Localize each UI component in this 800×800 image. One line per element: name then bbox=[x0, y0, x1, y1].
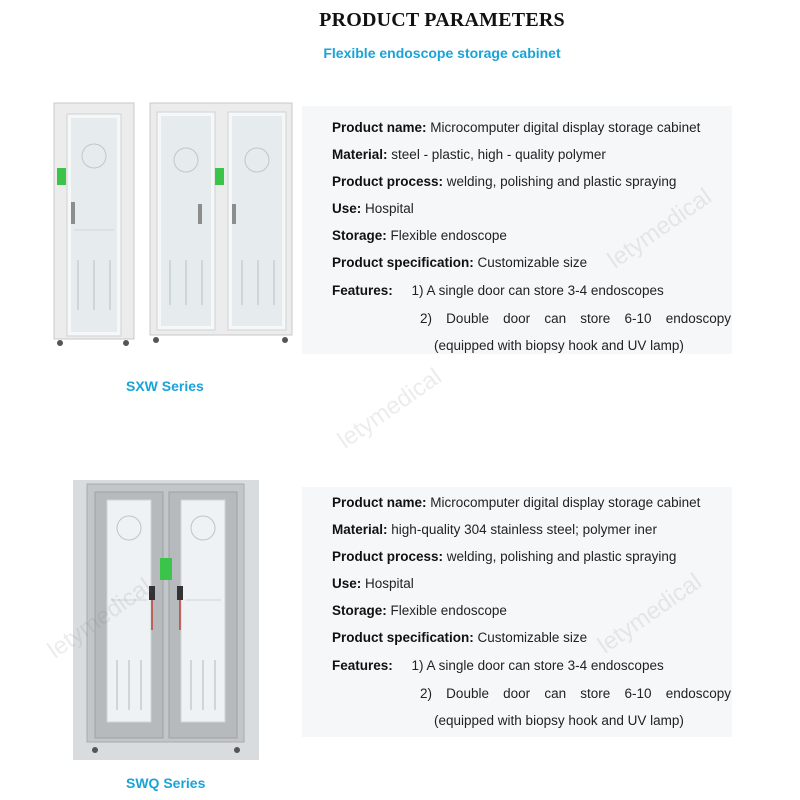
sxw-process: Product process: welding, polishing and plastic spraying bbox=[332, 174, 677, 189]
swq-features: Features: 1) A single door can store 3-4 endoscopes bbox=[332, 658, 664, 673]
page-subtitle: Flexible endoscope storage cabinet bbox=[323, 45, 561, 61]
sxw-material: Material: steel - plastic, high - quality polymer bbox=[332, 147, 606, 162]
sxw-cabinet-image bbox=[50, 100, 300, 350]
sxw-feature-3: (equipped with biopsy hook and UV lamp) bbox=[434, 338, 684, 353]
swq-feature-3: (equipped with biopsy hook and UV lamp) bbox=[434, 713, 684, 728]
sxw-specification: Product specification: Customizable size bbox=[332, 255, 588, 270]
page-title: PRODUCT PARAMETERS bbox=[319, 9, 565, 31]
sxw-storage: Storage: Flexible endoscope bbox=[332, 228, 507, 243]
swq-product-name: Product name: Microcomputer digital display storage cabinet bbox=[332, 495, 701, 510]
sxw-feature-2: 2) Double door can store 6-10 endoscopy bbox=[420, 311, 731, 326]
swq-cabinet-image bbox=[73, 480, 259, 760]
swq-series-label: SWQ Series bbox=[126, 775, 206, 791]
swq-storage: Storage: Flexible endoscope bbox=[332, 603, 507, 618]
swq-specification: Product specification: Customizable size bbox=[332, 630, 588, 645]
swq-process: Product process: welding, polishing and plastic spraying bbox=[332, 549, 677, 564]
swq-use: Use: Hospital bbox=[332, 576, 414, 591]
swq-feature-2: 2) Double door can store 6-10 endoscopy bbox=[420, 686, 731, 701]
watermark: letymedical bbox=[332, 363, 447, 455]
sxw-use: Use: Hospital bbox=[332, 201, 414, 216]
sxw-product-name: Product name: Microcomputer digital display storage cabinet bbox=[332, 120, 701, 135]
sxw-series-label: SXW Series bbox=[126, 378, 204, 394]
swq-material: Material: high-quality 304 stainless steel; polymer iner bbox=[332, 522, 657, 537]
sxw-features: Features: 1) A single door can store 3-4 endoscopes bbox=[332, 283, 664, 298]
